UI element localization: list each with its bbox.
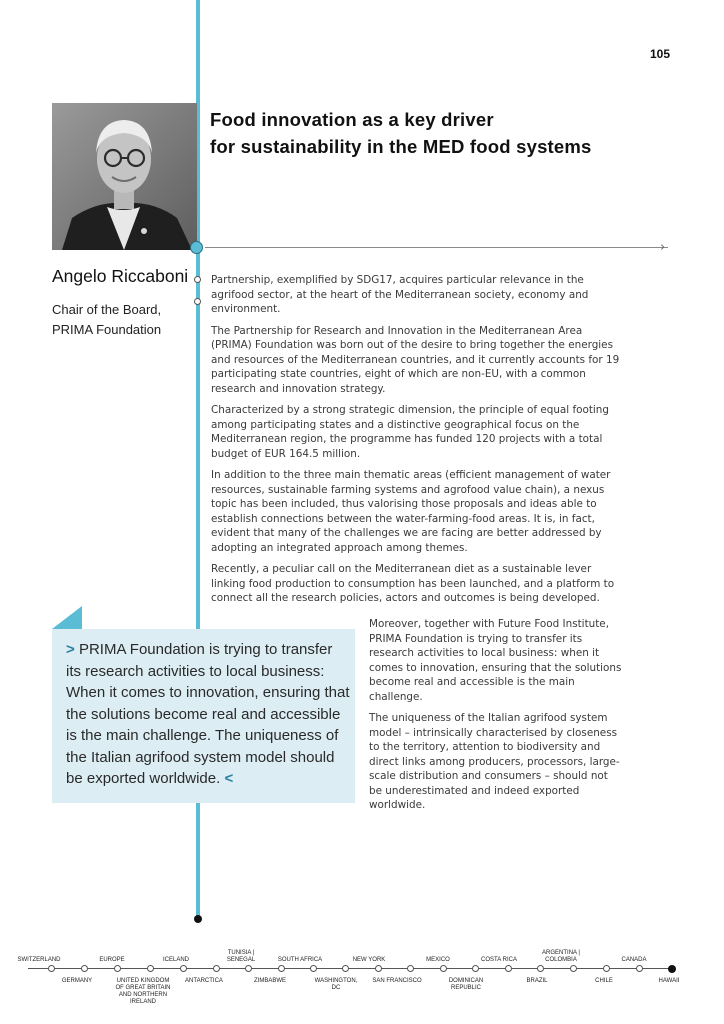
timeline-label-canada: CANADA (621, 957, 647, 963)
article-title (210, 106, 592, 160)
paragraph: Recently, a peculiar call on the Mediterranean diet as a sustainable lever linking food production to consumption has been launched, and a platform to connect all the research policies, actors and outcomes is being developed. (211, 563, 615, 604)
timeline-label-zimbabwe: ZIMBABWE (253, 978, 286, 984)
article-body (211, 273, 623, 613)
label-line: DC (331, 985, 341, 991)
timeline-dot (310, 965, 317, 972)
timeline-label-iceland: ICELAND (162, 957, 189, 963)
timeline-dot (603, 965, 610, 972)
horizontal-rule (205, 247, 668, 248)
timeline-label-dominican-republic (431, 978, 501, 992)
label-line: DOMINICAN (448, 978, 484, 984)
timeline-dot (147, 965, 154, 972)
label-line: AND NORTHERN (118, 992, 168, 998)
timeline-label-uk (108, 978, 178, 1006)
timeline-label-switzerland: SWITZERLAND (17, 957, 61, 963)
paragraph: The uniqueness of the Italian agrifood system model – intrinsically characterised by closeness to the territory, attention to biodiversity and direct links among producers, processors, large-scale distribution and consumers – should not be underestimated and indeed exported worldwide. (369, 712, 620, 811)
timeline-dot (407, 965, 414, 972)
pull-quote (66, 639, 351, 790)
timeline-node-small (194, 298, 201, 305)
timeline-label-germany: GERMANY (61, 978, 93, 984)
label-line: WASHINGTON, (314, 978, 358, 984)
timeline-dot (636, 965, 643, 972)
label-line: TUNISIA | (227, 950, 255, 956)
timeline-dot (245, 965, 252, 972)
vertical-line-end-dot (194, 915, 202, 923)
timeline-dot (278, 965, 285, 972)
timeline-dot (440, 965, 447, 972)
timeline-node-large (190, 241, 203, 254)
timeline-dot (570, 965, 577, 972)
label-line: UNITED KINGDOM (116, 978, 170, 984)
timeline-dot (180, 965, 187, 972)
timeline-dot (375, 965, 382, 972)
timeline-label-washington (301, 978, 371, 992)
timeline-label-south-africa: SOUTH AFRICA (277, 957, 323, 963)
label-line: REPUBLIC (450, 985, 481, 991)
timeline-label-brazil: BRAZIL (526, 978, 548, 984)
paragraph: The Partnership for Research and Innovation in the Mediterranean Area (PRIMA) Foundation was born out of the desire to bring together the energies and resources of the Mediterranean countries, and it currently accounts for 19 participating state countries, eight of which are non-EU, with a common research and innovation strategy. (211, 324, 620, 395)
timeline-label-antarctica: ANTARCTICA (185, 978, 223, 984)
label-line: SENEGAL (226, 957, 256, 963)
timeline-dot (505, 965, 512, 972)
label-line: COLOMBIA (545, 957, 577, 963)
quote-open-mark: > (66, 641, 75, 658)
author-name: Angelo Riccaboni (52, 266, 189, 286)
timeline-label-hawaii: HAWAII (658, 978, 680, 984)
pull-quote-box (52, 629, 355, 803)
timeline-dot (81, 965, 88, 972)
author-role (52, 300, 161, 340)
timeline-label-argentina-colombia (526, 950, 596, 964)
quote-close-mark: < (224, 770, 234, 787)
timeline-label-mexico: MEXICO (426, 957, 450, 963)
timeline-dot (342, 965, 349, 972)
role-line-1: Chair of the Board, (52, 302, 162, 317)
timeline-label-chile: CHILE (595, 978, 613, 984)
author-photo (52, 103, 197, 250)
title-line-1: Food innovation as a key driver (210, 109, 494, 130)
timeline-label-san-francisco: SAN FRANCISCO (372, 978, 422, 984)
article-body-continued (369, 617, 623, 820)
pull-quote-text: PRIMA Foundation is trying to transfer its research activities to local business: When it comes to innovation, ensuring that the solutions become real and accessible is the main challenge. The uniqueness of the Italian agrifood system model should be exported worldwide. (66, 641, 350, 787)
paragraph: Characterized by a strong strategic dimension, the principle of equal footing among participating states and a distinctive geographical focus on the Mediterranean region, the programme has funded 120 projects with a total budget of EUR 164.5 million. (211, 404, 609, 460)
timeline-label-europe: EUROPE (99, 957, 125, 963)
paragraph: Moreover, together with Future Food Institute, PRIMA Foundation is trying to transfer its research activities to local business: when it comes to innovation, ensuring that the solutions become real and accessible is the main challenge. (369, 618, 622, 703)
role-line-2: PRIMA Foundation (52, 322, 162, 337)
paragraph: Partnership, exemplified by SDG17, acquires particular relevance in the agrifood sector, at the heart of the Mediterranean society, economy and environment. (211, 274, 589, 315)
quote-accent-triangle (52, 606, 82, 629)
page-number: 105 (650, 47, 671, 61)
label-line: ARGENTINA | (542, 950, 580, 956)
timeline-dot (114, 965, 121, 972)
timeline-label-new-york: NEW YORK (352, 957, 386, 963)
timeline-end-dot (668, 965, 676, 973)
timeline-label-costa-rica: COSTA RICA (481, 957, 517, 963)
title-line-2: for sustainability in the MED food systems (210, 136, 592, 157)
label-line: IRELAND (129, 999, 156, 1005)
timeline-dot (537, 965, 544, 972)
timeline-dot (48, 965, 55, 972)
label-line: OF GREAT BRITAIN (115, 985, 171, 991)
timeline-node-small (194, 276, 201, 283)
timeline-dot (213, 965, 220, 972)
arrow-right-icon: › (660, 240, 666, 255)
timeline-dot (472, 965, 479, 972)
paragraph: In addition to the three main thematic areas (efficient management of water resources, sustainable farming systems and agrofood value chain), a nexus topic has been included, thus valorising those proposals and ideas able to establish connections between the water-farming-food areas. It is, in fact, evident that many of the challenges we are facing are better addressed by adopting an integrated approach among themes. (211, 469, 611, 554)
